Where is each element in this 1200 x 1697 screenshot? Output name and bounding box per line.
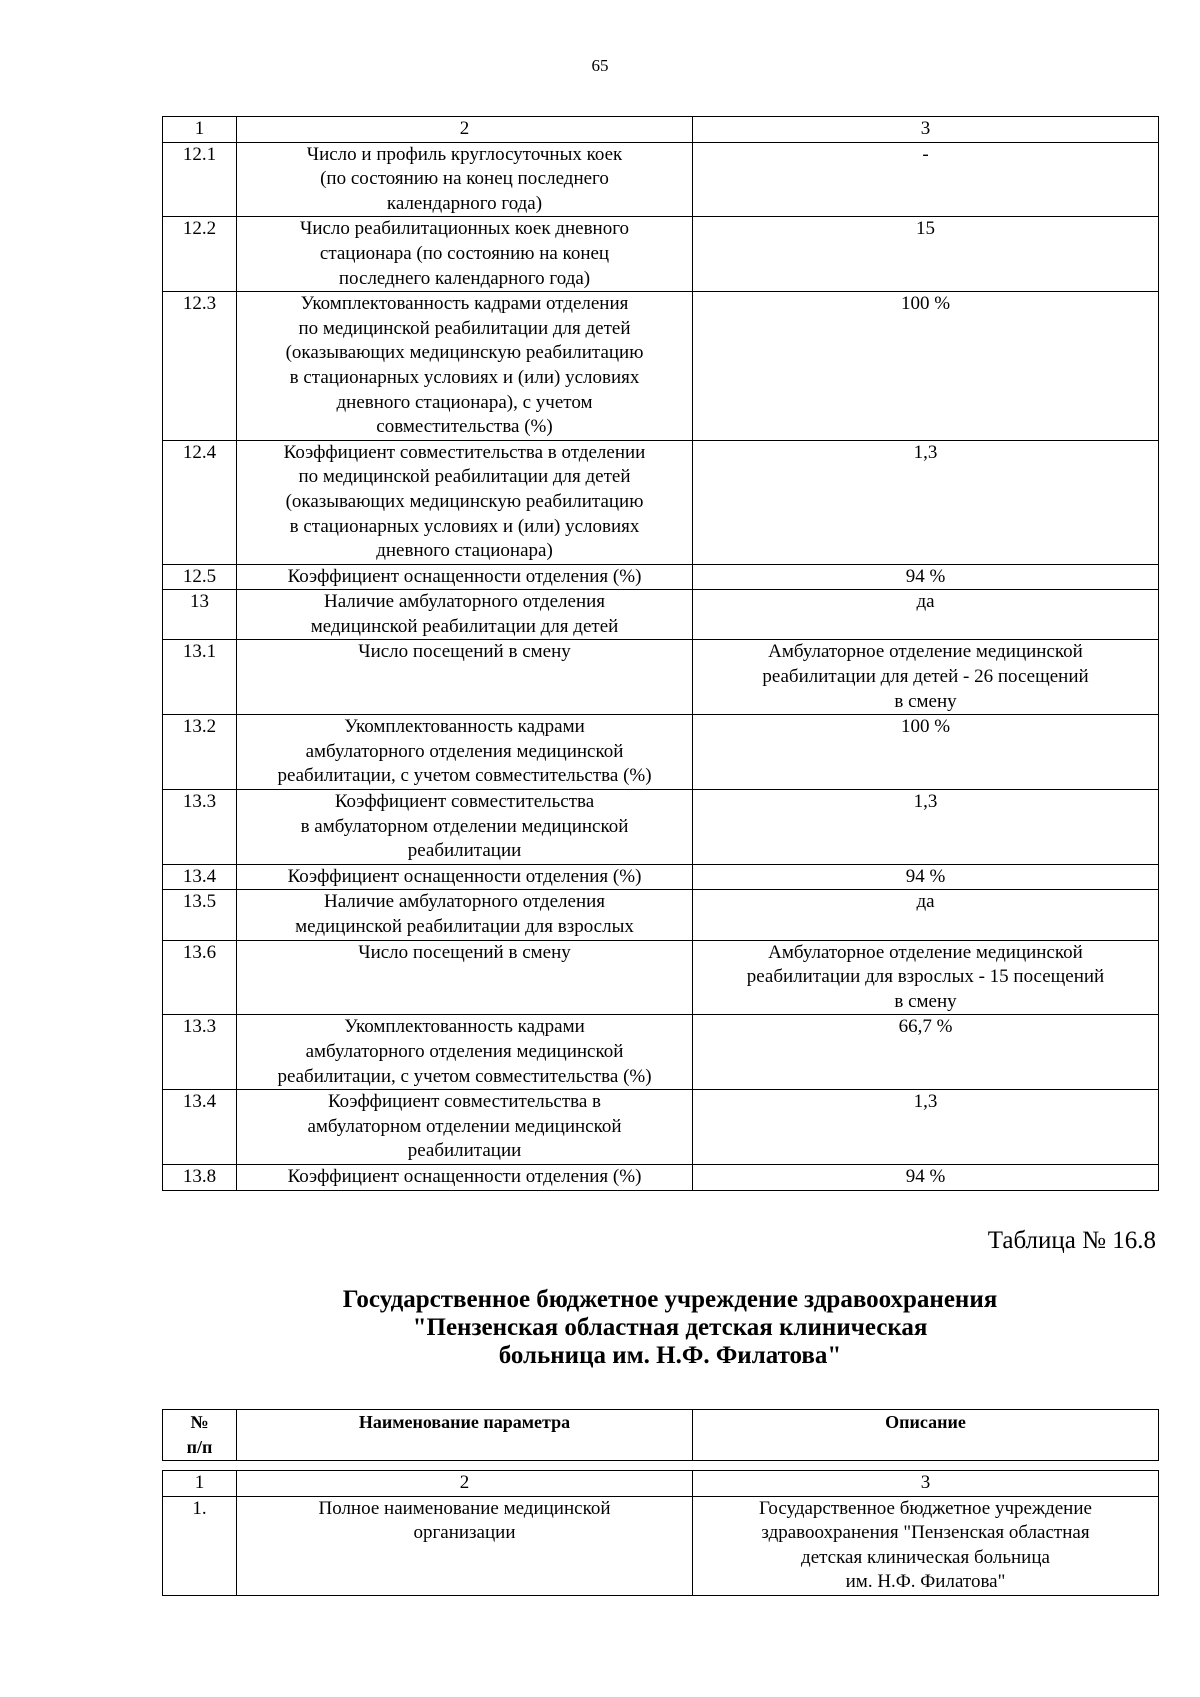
row-number-cell: 1. [163, 1496, 237, 1595]
row-number-cell: 13.4 [163, 864, 237, 890]
table-header-row [163, 1410, 1159, 1461]
row-number-cell: 13.4 [163, 1090, 237, 1165]
column-number-cell: 2 [237, 117, 693, 143]
table-row [163, 440, 1159, 564]
header-number-cell: № п/п [163, 1410, 237, 1461]
table-row [163, 142, 1159, 217]
header-description-cell: Описание [693, 1410, 1159, 1461]
value-cell: Государственное бюджетное учреждение здравоохранения "Пензенская областная детская клиническая больница им. Н.Ф. Филатова" [693, 1496, 1159, 1595]
row-number-cell: 12.5 [163, 564, 237, 590]
parameter-cell: Наличие амбулаторного отделения медицинской реабилитации для взрослых [237, 890, 693, 940]
table-row [163, 715, 1159, 790]
parameter-cell: Укомплектованность кадрами отделения по медицинской реабилитации для детей (оказывающих медицинскую реабилитацию в стационарных условиях и (или) условиях дневного стационара), с учетом совместительства (%) [237, 292, 693, 441]
table-row [163, 890, 1159, 940]
parameter-cell: Число и профиль круглосуточных коек (по состоянию на конец последнего календарного года) [237, 142, 693, 217]
table-row [163, 1496, 1159, 1595]
parameter-cell: Коэффициент оснащенности отделения (%) [237, 564, 693, 590]
column-number-row [163, 1471, 1159, 1497]
parameter-cell: Коэффициент оснащенности отделения (%) [237, 864, 693, 890]
value-cell: 94 % [693, 1164, 1159, 1190]
page-number: 65 [591, 56, 609, 75]
value-cell: - [693, 142, 1159, 217]
organization-table-body [163, 1471, 1159, 1596]
parameter-cell: Число реабилитационных коек дневного стационара (по состоянию на конец последнего календарного года) [237, 217, 693, 292]
parameter-cell: Коэффициент совместительства в отделении по медицинской реабилитации для детей (оказывающих медицинскую реабилитацию в стационарных условиях и (или) условиях дневного стационара) [237, 440, 693, 564]
table-row [163, 564, 1159, 590]
row-number-cell: 12.3 [163, 292, 237, 441]
header-parameter-cell: Наименование параметра [237, 1410, 693, 1461]
row-number-cell: 12.1 [163, 142, 237, 217]
parameter-cell: Коэффициент оснащенности отделения (%) [237, 1164, 693, 1190]
parameter-cell: Наличие амбулаторного отделения медицинской реабилитации для детей [237, 590, 693, 640]
value-cell: 1,3 [693, 440, 1159, 564]
table-row [163, 864, 1159, 890]
column-number-row [163, 117, 1159, 143]
table-row [163, 1015, 1159, 1090]
value-cell: 66,7 % [693, 1015, 1159, 1090]
value-cell: 1,3 [693, 790, 1159, 865]
table-row [163, 640, 1159, 715]
table-row [163, 590, 1159, 640]
row-number-cell: 12.2 [163, 217, 237, 292]
value-cell: да [693, 590, 1159, 640]
value-cell: 1,3 [693, 1090, 1159, 1165]
value-cell: 100 % [693, 715, 1159, 790]
parameter-cell: Коэффициент совместительства в амбулаторном отделении медицинской реабилитации [237, 1090, 693, 1165]
column-number-cell: 3 [693, 1471, 1159, 1497]
column-number-cell: 1 [163, 1471, 237, 1497]
organization-table-header [162, 1409, 1159, 1461]
row-number-cell: 12.4 [163, 440, 237, 564]
table-row [163, 1164, 1159, 1190]
value-cell: да [693, 890, 1159, 940]
organization-title [200, 1286, 1140, 1370]
value-cell: Амбулаторное отделение медицинской реабилитации для взрослых - 15 посещений в смену [693, 940, 1159, 1015]
table-caption: Таблица № 16.8 [987, 1227, 1156, 1254]
parameter-cell: Число посещений в смену [237, 940, 693, 1015]
column-number-cell: 1 [163, 117, 237, 143]
parameters-table-continued [162, 116, 1159, 1191]
table-row [163, 1090, 1159, 1165]
row-number-cell: 13 [163, 590, 237, 640]
row-number-cell: 13.6 [163, 940, 237, 1015]
value-cell: 94 % [693, 864, 1159, 890]
table-row [163, 790, 1159, 865]
table-row [163, 940, 1159, 1015]
row-number-cell: 13.3 [163, 1015, 237, 1090]
parameter-cell: Коэффициент совместительства в амбулаторном отделении медицинской реабилитации [237, 790, 693, 865]
value-cell: Амбулаторное отделение медицинской реабилитации для детей - 26 посещений в смену [693, 640, 1159, 715]
value-cell: 15 [693, 217, 1159, 292]
organization-table [162, 1470, 1159, 1596]
row-number-cell: 13.3 [163, 790, 237, 865]
table-row [163, 217, 1159, 292]
parameter-cell: Укомплектованность кадрами амбулаторного отделения медицинской реабилитации, с учетом совместительства (%) [237, 715, 693, 790]
row-number-cell: 13.5 [163, 890, 237, 940]
row-number-cell: 13.8 [163, 1164, 237, 1190]
row-number-cell: 13.1 [163, 640, 237, 715]
row-number-cell: 13.2 [163, 715, 237, 790]
parameter-cell: Число посещений в смену [237, 640, 693, 715]
parameter-cell: Укомплектованность кадрами амбулаторного отделения медицинской реабилитации, с учетом совместительства (%) [237, 1015, 693, 1090]
table-row [163, 292, 1159, 441]
value-cell: 100 % [693, 292, 1159, 441]
parameters-table-body [163, 117, 1159, 1191]
organization-title-text: Государственное бюджетное учреждение здравоохранения "Пензенская областная детская клиническая больница им. Н.Ф. Филатова" [342, 1286, 998, 1369]
column-number-cell: 3 [693, 117, 1159, 143]
column-number-cell: 2 [237, 1471, 693, 1497]
value-cell: 94 % [693, 564, 1159, 590]
parameter-cell: Полное наименование медицинской организации [237, 1496, 693, 1595]
